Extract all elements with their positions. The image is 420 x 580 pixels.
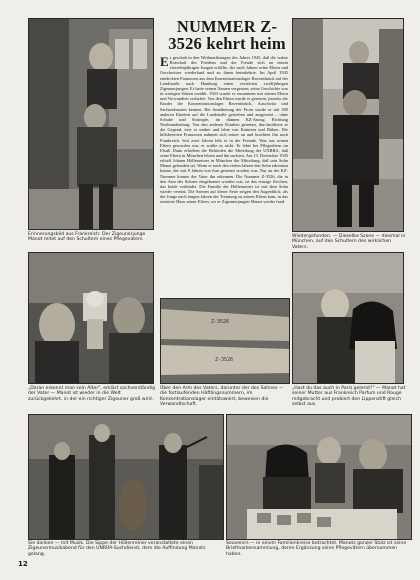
photo-family-viewing-stamps <box>226 414 412 540</box>
caption-4: Über den Arm des Vaters, darunter der des Sohnes — die fortlaufenden Häftlingsnummern, im Konzentrationslager eintätowiert, beweisen die Verwandtschaft. <box>160 386 284 408</box>
article-body <box>160 55 288 205</box>
caption-3: „Daran erkennt man sein Alter", erklärt sachverständig der Vater — Manot ist wieder in die Welt zurückgekehrt, in der ein richtiger Zigeuner groß wird. <box>28 386 155 402</box>
article-text: s geschah in den Weihnachtstagen des Jahres 1945, daß die wahre Botschaft des Friedens und der Freude sich an einem vierzehnjährigen Jungen erfüllte, der nach Jahren seine Eltern und Geschwister wiederfand und zu ihnen heimkehrte. Im April 1945 entdeckten Franzosen aus dem Konzentrationslager Ravensbrück auf der Landstraße nach Hamburg einen verstörten zwölfjährigen Zigeunerjungen. Er hatte seinen Namen vergessen, seine Geschichte war in wenigen Sätzen erzählt. 1943 wurde er zusammen mit seinen Eltern und Verwandten verhaftet. Von den Eltern wurde er getrennt, jenseits der Kinder die Konzentrationslager Ravensbrück, Auschwitz und Sachsenhausen kennen. Bei Annäherung der Front wurde er mit 300 anderen Kindern auf die Landstraße getrieben und ausgesetzt – ohne Schuhe und Strümpfe, im dünnen KZ-Anzug. Richtung Neubrandenburg. Von den anderen Kindern getrennt, durchstöberte er die Gegend, irrte er umher und lebte von Kräutern und Rüben. Die hilfsbereiten Franzosen nahmen sich seiner an und brachten ihn nach Frankreich. Seit zwei Jahren lebt er in der Fremde. Was aus seinen Eltern geworden war, er wußte es nicht. Er lebte bei Pflegeeltern im Elsaß. Dann erhielten die Behörden die Mitteilung der UNRRA, daß seine Eltern in München lebten und ihn suchten. Am 13. Dezember 1945 erhielt Johann Höllenreiner in München die Mitteilung, daß sein Sohn Manot gefunden sei. Wenn er nach den vielen Jahren den Sohn erkennen könne, der mit 8 Jahren von ihm getrennt worden war. Nur an der KZ-Nummer konnte der Vater ihn erkennen. Die Nummer Z-3526, die in den Arm des Sohnes eingebrannt worden war, ist das einzige Zeichen, das beide verbindet. Die Familie der Höllenreiner ist mit dem Sohn wieder vereint. Die Szenen auf dieser Seite zeigen den Augenblick, als der Junge nach langen Jahren der Trennung zu seinen Eltern kam, in das zerstörte Haus seiner Eltern, wo er Zigeunerjungen Manot wieder fand. <box>160 55 288 205</box>
arm-number-bottom: Z-3526 <box>215 357 234 363</box>
caption-1: Erinnerungsbild aus Frankreich: Der Zigeunerjunge Manot reitet auf den Schultern eines Pflegevaters. <box>28 232 146 243</box>
caption-2: Wiedergefunden. — Dieselbe Szene — diesmal in München, auf den Schultern des wirklichen Vaters. <box>292 234 406 250</box>
photo-father-and-son-with-toy-horse <box>28 252 154 384</box>
caption-5: „Hast du das auch in Paris gelernt?" — Manot hat seiner Mutter aus Frankreich Parfum und Rouge mitgebracht und probiert den Lippenstift gleich selbst aus. <box>292 386 406 408</box>
page-number: 12 <box>18 560 28 568</box>
photo-arm-tattoo-numbers <box>160 298 290 384</box>
photo-boy-on-fathers-shoulders-munich <box>292 18 404 232</box>
article-title: NUMMER Z-3526 kehrt heim <box>168 17 286 53</box>
arm-number-top: Z-3526 <box>211 319 230 325</box>
photo-family-music-evening <box>28 414 224 540</box>
photo-boy-on-shoulders-france <box>28 18 154 230</box>
drop-cap: E <box>160 54 169 69</box>
caption-6: Sie danken — mit Musik. Die Sippe der Höllenreiner veranstaltete einen Zigeunermusikabend für den UNRRA-Suchdienst, dem die Auffindung Manots gelang. <box>28 541 206 557</box>
caption-7: Souvenirs — in einem Familienkreise betrachtet. Manots ganzer Stolz ist seine Briefmarkensammlung, deren Ergänzung seine Pflegevätern übernommen haben. <box>226 541 407 557</box>
photo-mother-and-son-lipstick <box>292 252 404 384</box>
